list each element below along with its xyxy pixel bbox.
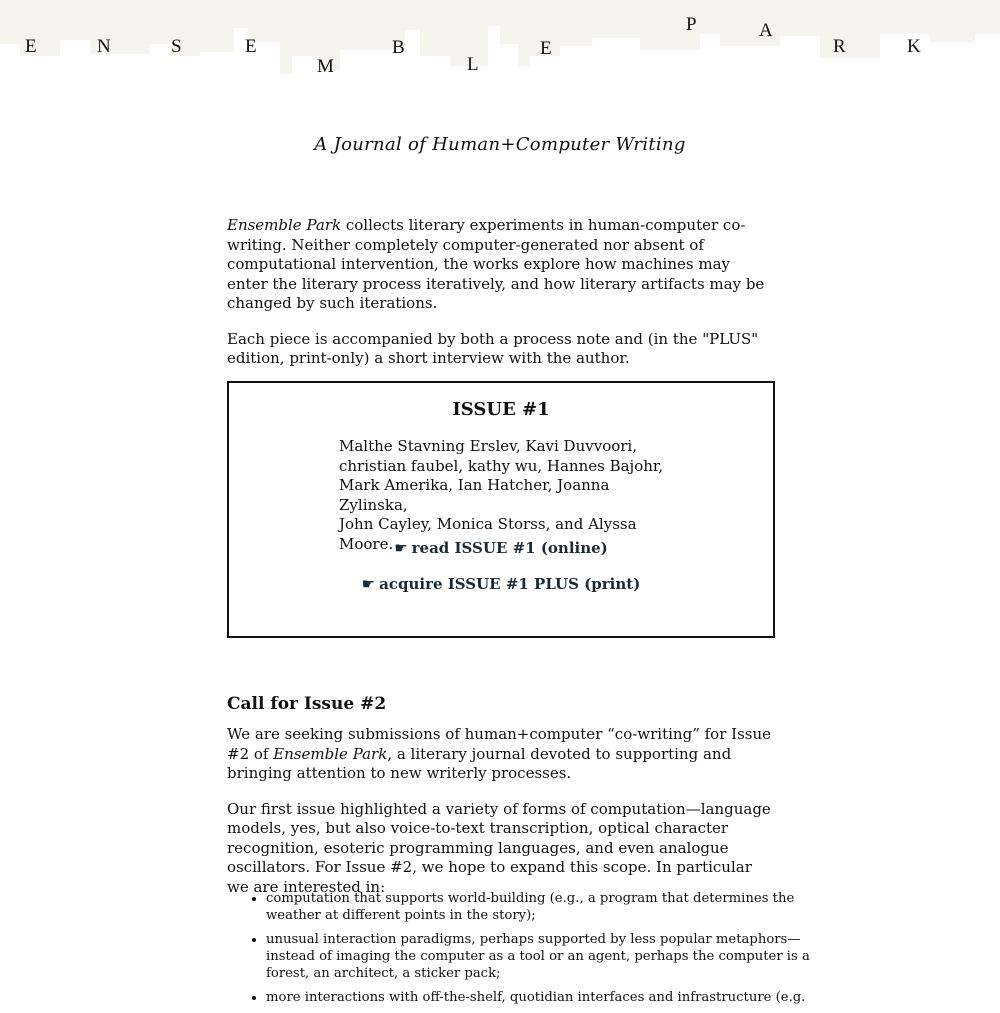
journal-name: Ensemble Park	[227, 216, 342, 234]
title-letter: M	[317, 56, 334, 77]
contributors-line: John Cayley, Monica Storss, and Alyssa Moore.	[339, 515, 637, 553]
call-text-start: We are seeking submissions of human+computer “co-writing” for Issue #2 of	[227, 725, 772, 763]
title-letter: R	[833, 36, 846, 57]
title-letter: E	[25, 36, 37, 57]
contributors-line: Malthe Stavning Erslev, Kavi Duvvoori,	[339, 437, 637, 455]
title-letter: K	[907, 36, 921, 57]
read-issue-link[interactable]	[229, 539, 773, 557]
contributors-list	[339, 437, 679, 554]
title-letter: N	[97, 36, 111, 57]
contributors-line: Mark Amerika, Ian Hatcher, Joanna Zylinska,	[339, 476, 610, 514]
pointing-hand-icon: ☛	[394, 539, 408, 557]
list-item: • computation that supports world-building (e.g., a program that determines the weather at different points in the story);	[266, 890, 814, 924]
title-letter: L	[467, 54, 479, 75]
call-heading: Call for Issue #2	[227, 694, 387, 714]
interests-list	[227, 890, 814, 1013]
call-text-end: , a literary journal devoted to supporting and bringing attention to new writerly processes.	[227, 744, 732, 782]
list-item: • more interactions with off-the-shelf, quotidian interfaces and infrastructure (e.g.	[266, 989, 814, 1006]
title-letter: E	[540, 38, 552, 59]
scope-paragraph: Our first issue highlighted a variety of forms of computation—language models, yes, but also voice-to-text transcription, optical character recognition, esoteric programming languages, and even analogue oscillators. For Issue #2, we hope to expand this scope. In particular we are interested in:	[227, 799, 771, 896]
journal-name: Ensemble Park	[273, 744, 388, 763]
skyline-graphic	[0, 0, 1000, 80]
title-letter: A	[759, 20, 773, 41]
call-paragraph	[227, 725, 775, 784]
intro-text: collects literary experiments in human-computer co-writing. Neither completely computer-generated nor absent of computational intervention, the works explore how machines may enter the literary process iteratively, and how literary artifacts may be changed by such iterations.	[227, 216, 765, 312]
read-issue-label: read ISSUE #1 (online)	[411, 539, 608, 557]
acquire-print-link[interactable]	[229, 575, 773, 593]
process-note-paragraph: Each piece is accompanied by both a process note and (in the "PLUS" edition, print-only) a short interview with the author.	[227, 329, 759, 367]
contributors-line: christian faubel, kathy wu, Hannes Bajohr,	[339, 456, 664, 475]
issue-1-panel	[227, 381, 775, 638]
title-letter: P	[686, 14, 697, 35]
intro-paragraph	[227, 216, 775, 314]
intro-section	[227, 216, 775, 369]
title-letter: E	[245, 36, 257, 57]
call-section	[227, 725, 775, 897]
journal-subtitle: A Journal of Human+Computer Writing	[314, 134, 686, 155]
issue-title: ISSUE #1	[452, 399, 550, 420]
acquire-print-label: acquire ISSUE #1 PLUS (print)	[379, 575, 641, 593]
list-item: • unusual interaction paradigms, perhaps supported by less popular metaphors—instead of imaging the computer as a tool or an agent, perhaps the computer is a forest, an architect, a sticker pack;	[266, 931, 814, 982]
title-letter: B	[392, 37, 405, 58]
title-letter: S	[171, 36, 182, 57]
pointing-hand-icon: ☛	[361, 575, 376, 593]
header-skyline	[0, 0, 1000, 80]
